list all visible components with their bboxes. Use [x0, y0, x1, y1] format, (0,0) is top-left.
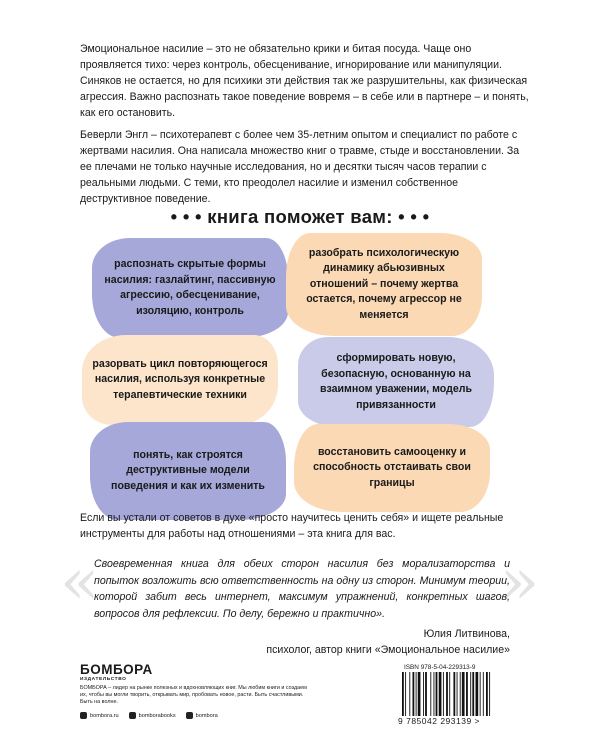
benefit-text: сформировать новую, безопасную, основанную на взаимном уважении, модель привязанности [319, 352, 472, 411]
logo-main: БОМБОРА [80, 662, 153, 677]
social-vk[interactable]: bomborabooks [129, 712, 176, 719]
benefit-text: разорвать цикл повторяющегося насилия, используя конкретные терапевтические техники [92, 357, 268, 401]
isbn: ISBN 978-5-04-229313-9 [404, 664, 476, 671]
benefit-item [298, 337, 494, 427]
blurb-quote: Своевременная книга для обеих сторон насилия без морализаторства и попыток возложить всю ответственность на одну из сторон. Минимум теории, которой забит весь интернет, максимум упражнений, конкретных шагов, вопросов для рефлексии. По делу, бережно и практично». [94, 558, 510, 620]
benefit-text: восстановить самооценку и способность отстаивать свои границы [313, 445, 471, 489]
author-title: психолог, автор книги «Эмоциональное насилие» [266, 644, 510, 656]
intro-paragraph-2: Беверли Энгл – психотерапевт с более чем 35-летним опытом и специалист по работе с жертвами насилия. Она написала множество книг о травме, стыде и восстановлении. За ее плечами не только научные исследования, но и десятки тысяч часов терапии с реальными людьми. С теми, кто преодолел насилие и изменил собственное деструктивное поведение. [80, 129, 520, 205]
social-links [80, 712, 218, 719]
intro-paragraph-1: Эмоциональное насилие – это не обязательно крики и битая посуда. Чаще оно проявляется тихо: через контроль, обесценивание, игнорирование или манипуляции. Синяков не остается, но для психики эти действия так же разрушительны, как физическая агрессия. Важно распознать такое поведение вовремя – в себе или в партнере – и понять, как его остановить. [80, 43, 529, 119]
quote-close-mark: » [500, 545, 540, 619]
barcode [400, 672, 518, 719]
publisher-logo [80, 663, 153, 682]
benefit-item [294, 424, 490, 512]
publisher-description: БОМБОРА – лидер на рынке полезных и вдохновляющих книг. Мы любим книги и создаем их, чтобы вы могли творить, открывать мир, пробовать новое, расти. Быть счастливыми. Быть на волне. [80, 685, 307, 706]
benefit-item [92, 238, 288, 338]
closing-paragraph: Если вы устали от советов в духе «просто научитесь ценить себя» и ищете реальные инструменты для работы над отношениями – эта книга для вас. [80, 512, 504, 540]
quote-open-mark: « [60, 545, 100, 619]
social-telegram[interactable]: bombora [186, 712, 218, 719]
telegram-icon [186, 712, 193, 719]
author-name: Юлия Литвинова, [423, 628, 510, 640]
benefit-text: разобрать психологическую динамику абьюзивных отношений – почему жертва остается, почему агрессор не меняется [306, 246, 462, 321]
barcode-number: 9 785042 293139 > [398, 716, 481, 726]
benefit-text: понять, как строятся деструктивные модели поведения и как их изменить [111, 448, 265, 492]
benefit-item [90, 422, 286, 520]
globe-icon [80, 712, 87, 719]
quote-author [266, 626, 510, 658]
vk-icon [129, 712, 136, 719]
benefit-text: распознать скрытые формы насилия: газлайтинг, пассивную агрессию, обесценивание, изоляцию, контроль [104, 258, 276, 317]
benefit-item [82, 335, 278, 425]
social-site[interactable]: bombora.ru [80, 712, 119, 719]
benefit-item [286, 233, 482, 336]
logo-sub: ИЗДАТЕЛЬСТВО [80, 677, 127, 682]
benefits-heading: • • • книга поможет вам: • • • [170, 206, 430, 227]
